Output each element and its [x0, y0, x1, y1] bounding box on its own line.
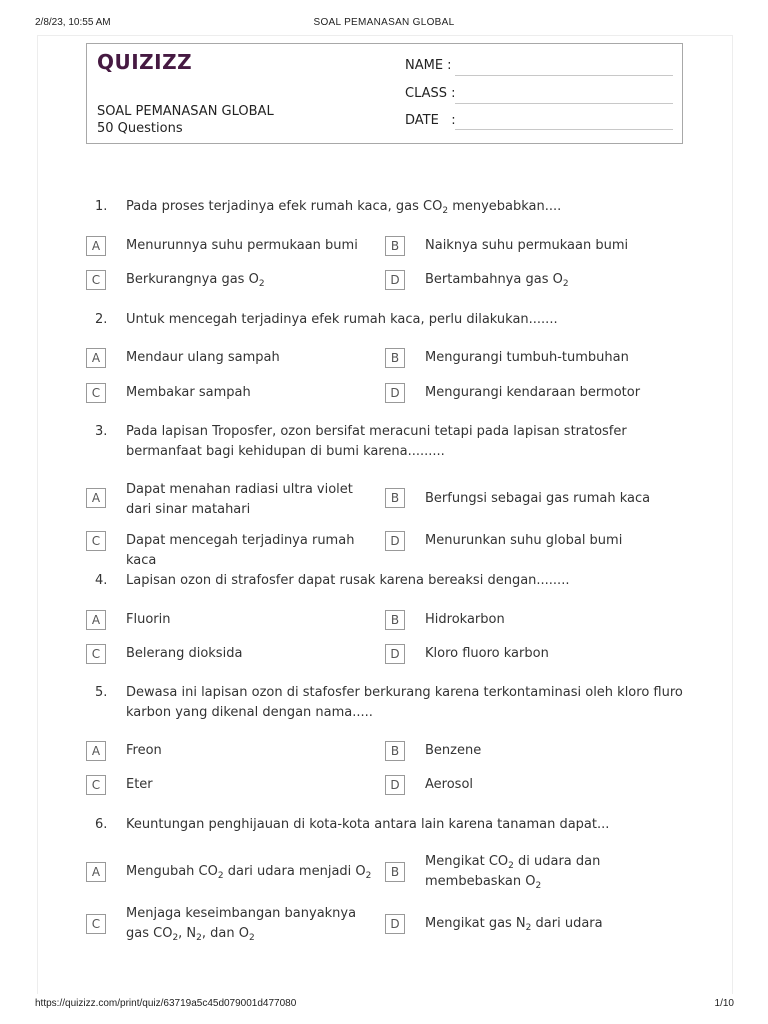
quizizz-logo: QUIZIZZ [97, 50, 193, 74]
option-c-text: Dapat mencegah terjadinya rumah kaca [126, 533, 355, 568]
date-field[interactable] [455, 129, 673, 130]
page-number: 1/10 [714, 998, 734, 1009]
question-text: Keuntungan penghijauan di kota-kota antara lain karena tanaman dapat... [126, 817, 610, 832]
option-b-box[interactable]: B [385, 862, 405, 882]
option-a-box[interactable]: A [86, 862, 106, 882]
option-d-text: Bertambahnya gas $O_2$ [425, 272, 569, 289]
option-c-text: Eter [126, 777, 153, 792]
option-b-box[interactable]: B [385, 348, 405, 368]
name-field[interactable] [455, 75, 673, 76]
class-field[interactable] [455, 103, 673, 104]
option-d-text: Kloro fluoro karbon [425, 646, 549, 661]
option-c-box[interactable]: C [86, 531, 106, 551]
option-d-box[interactable]: D [385, 644, 405, 664]
option-c-text: Belerang dioksida [126, 646, 243, 661]
option-d-box[interactable]: D [385, 270, 405, 290]
question-number: 5. [95, 685, 108, 700]
option-b-box[interactable]: B [385, 488, 405, 508]
option-c-box[interactable]: C [86, 270, 106, 290]
option-b-box[interactable]: B [385, 741, 405, 761]
option-d-box[interactable]: D [385, 775, 405, 795]
option-a-text: Menurunnya suhu permukaan bumi [126, 238, 358, 253]
option-c-box[interactable]: C [86, 644, 106, 664]
class-label: CLASS : [405, 86, 456, 101]
question-number: 3. [95, 424, 108, 439]
option-a-text: Mendaur ulang sampah [126, 350, 280, 365]
option-d-text: Menurunkan suhu global bumi [425, 533, 623, 548]
option-b-text: Hidrokarbon [425, 612, 505, 627]
question-count: 50 Questions [97, 121, 183, 136]
option-b-text: Mengikat $CO_2$ di udara dan membebaskan $O_2$ [425, 854, 601, 891]
option-c-text: Berkurangnya gas $O_2$ [126, 272, 265, 289]
option-d-text: Mengikat gas $N_2$ dari udara [425, 916, 603, 933]
question-text: Untuk mencegah terjadinya efek rumah kaca, perlu dilakukan....... [126, 312, 558, 327]
option-c-text: Menjaga keseimbangan banyaknya gas $CO_2$, $N_2$, dan $O_2$ [126, 906, 357, 943]
question-text: Pada lapisan Troposfer, ozon bersifat meracuni tetapi pada lapisan stratosfer bermanfaat bagi kehidupan di bumi karena......... [126, 424, 627, 459]
option-c-text: Membakar sampah [126, 385, 251, 400]
print-footer [0, 994, 768, 1024]
question-number: 1. [95, 199, 108, 214]
option-a-text: Fluorin [126, 612, 171, 627]
option-a-box[interactable]: A [86, 610, 106, 630]
question-number: 2. [95, 312, 108, 327]
option-a-text: Dapat menahan radiasi ultra violet dari sinar matahari [126, 482, 353, 517]
option-d-text: Aerosol [425, 777, 474, 792]
option-b-box[interactable]: B [385, 610, 405, 630]
option-a-box[interactable]: A [86, 348, 106, 368]
option-d-box[interactable]: D [385, 383, 405, 403]
print-header [0, 0, 768, 34]
question-number: 6. [95, 817, 108, 832]
quiz-title: SOAL PEMANASAN GLOBAL [97, 104, 274, 119]
option-a-box[interactable]: A [86, 488, 106, 508]
option-a-box[interactable]: A [86, 741, 106, 761]
option-d-box[interactable]: D [385, 531, 405, 551]
option-b-text: Berfungsi sebagai gas rumah kaca [425, 491, 651, 506]
option-c-box[interactable]: C [86, 775, 106, 795]
question-number: 4. [95, 573, 108, 588]
option-c-box[interactable]: C [86, 914, 106, 934]
question-text: Pada proses terjadinya efek rumah kaca, gas $CO_2$ menyebabkan.... [126, 199, 562, 216]
question-text: Lapisan ozon di strafosfer dapat rusak karena bereaksi dengan........ [126, 573, 570, 588]
option-a-text: Mengubah $CO_2$ dari udara menjadi $O_2$ [126, 864, 372, 881]
date-label: DATE : [405, 113, 456, 128]
option-a-box[interactable]: A [86, 236, 106, 256]
option-b-text: Benzene [425, 743, 482, 758]
option-c-box[interactable]: C [86, 383, 106, 403]
option-a-text: Freon [126, 743, 162, 758]
option-d-box[interactable]: D [385, 914, 405, 934]
option-b-box[interactable]: B [385, 236, 405, 256]
option-b-text: Mengurangi tumbuh-tumbuhan [425, 350, 629, 365]
question-text: Dewasa ini lapisan ozon di stafosfer berkurang karena terkontaminasi oleh kloro fluro karbon yang dikenal dengan nama..... [126, 685, 683, 720]
option-b-text: Naiknya suhu permukaan bumi [425, 238, 629, 253]
print-timestamp: 2/8/23, 10:55 AM [35, 17, 111, 28]
name-label: NAME : [405, 58, 452, 73]
print-title: SOAL PEMANASAN GLOBAL [313, 17, 455, 28]
option-d-text: Mengurangi kendaraan bermotor [425, 385, 641, 400]
print-url: https://quizizz.com/print/quiz/63719a5c45d079001d477080 [35, 998, 297, 1009]
